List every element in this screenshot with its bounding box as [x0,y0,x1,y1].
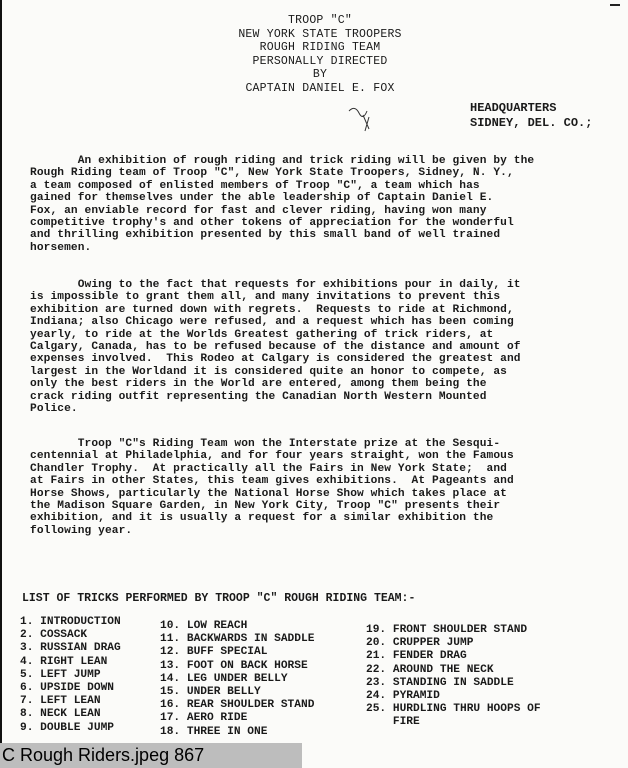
trick-item: 1. INTRODUCTION [20,616,121,628]
text-line: Rough Riding team of Troop "C", New York State Troopers, Sidney, N. Y., [30,167,514,180]
text-line: Horse Shows, particularly the National Horse Show which takes place at [30,487,507,500]
tricks-column-2 [160,620,314,739]
header-line: CAPTAIN DANIEL E. FOX [245,81,395,95]
handwritten-mark [345,103,385,135]
text-line: exhibition are turned down with regrets. Requests to ride at Richmond, [30,303,514,316]
paragraph-3 [30,438,620,537]
text-line: competitive trophy's and other tokens of appreciation for the wonderful [30,217,514,230]
trick-item: 6. UPSIDE DOWN [20,682,114,695]
trick-item: 4. RIGHT LEAN [20,655,108,668]
trick-item: 20. CRUPPER JUMP [366,637,474,650]
text-line: the Madison Square Garden, in New York City, Troop "C" presents their [30,500,501,513]
trick-item: 24. PYRAMID [366,690,440,703]
trick-item: 25. HURDLING THRU HOOPS OF [366,703,541,716]
tricks-list-title: LIST OF TRICKS PERFORMED BY TROOP "C" ROUGH RIDING TEAM:- [22,592,416,605]
trick-item: 19. FRONT SHOULDER STAND [366,624,528,636]
text-line: only the best riders in the World are entered, among them being the [30,378,487,391]
hq-line: SIDNEY, DEL. CO.; [470,116,593,130]
corner-mark [610,4,620,6]
trick-item: 10. LOW REACH [160,620,248,632]
trick-item: 22. AROUND THE NECK [366,663,494,676]
page-edge [0,0,2,768]
text-line: yearly, to ride at the Worlds Greatest gathering of trick riders, at [30,328,494,341]
trick-item: 9. DOUBLE JUMP [20,721,114,734]
text-line: expenses involved. This Rodeo at Calgary is considered the greatest and [30,353,521,366]
header-line: BY [312,68,328,82]
image-filename-caption: C Rough Riders.jpeg 867 [0,743,302,768]
text-line: Troop "C"s Riding Team won the Interstate prize at the Sesqui- [30,438,501,450]
trick-item: 5. LEFT JUMP [20,668,101,681]
trick-item: 12. BUFF SPECIAL [160,646,268,659]
headquarters-block [470,101,592,131]
trick-item: 17. AERO RIDE [160,712,248,725]
trick-item: 15. UNDER BELLY [160,686,261,699]
trick-item: 14. LEG UNDER BELLY [160,672,288,685]
trick-item: 8. NECK LEAN [20,708,101,721]
text-line: horsemen. [30,241,92,254]
trick-item: 13. FOOT ON BACK HORSE [160,659,308,672]
tricks-column-1 [20,616,121,735]
text-line: a team composed of enlisted members of Troop "C", a team which has [30,179,480,192]
text-line: Owing to the fact that requests for exhibitions pour in daily, it [30,279,521,291]
header-line: ROUGH RIDING TEAM [259,41,381,55]
text-line: Police. [30,403,78,416]
text-line: at Fairs in other States, this team gives exhibitions. At Pageants and [30,475,514,488]
trick-item: 16. REAR SHOULDER STAND [160,699,315,712]
paragraph-1 [30,155,620,254]
trick-item: FIRE [366,716,420,729]
letterhead [200,14,440,96]
text-line: gained for themselves under the able leadership of Captain Daniel E. [30,192,494,205]
text-line: Calgary, Canada, has to be refused because of the distance and amount of [30,341,521,354]
header-line: PERSONALLY DIRECTED [252,54,388,68]
text-line: Fox, an enviable record for fast and clever riding, having won many [30,204,487,217]
trick-item: 3. RUSSIAN DRAG [20,642,121,655]
hq-line: HEADQUARTERS [470,101,557,115]
paragraph-2 [30,279,620,415]
text-line: and thrilling exhibition presented by this small band of well trained [30,229,501,242]
text-line: is impossible to grant them all, and many invitations to prevent this [30,291,501,304]
text-line: An exhibition of rough riding and trick riding will be given by the [30,155,535,167]
trick-item: 21. FENDER DRAG [366,650,467,663]
text-line: largest in the Worldand it is considered quite an honor to compete, as [30,365,507,378]
header-line: NEW YORK STATE TROOPERS [238,27,402,41]
text-line: exhibition, and it is usually a request for a similar exhibition the [30,512,494,525]
text-line: crack riding outfit representing the Canadian North Western Mounted [30,390,487,403]
text-line: following year. [30,524,133,537]
trick-item: 7. LEFT LEAN [20,695,101,708]
text-line: centennial at Philadelphia, and for four years straight, won the Famous [30,450,514,463]
trick-item: 23. STANDING IN SADDLE [366,676,514,689]
trick-item: 11. BACKWARDS IN SADDLE [160,633,315,646]
header-line: TROOP "C" [288,14,352,27]
trick-item: 2. COSSACK [20,629,88,642]
tricks-column-3 [366,624,541,730]
text-line: Indiana; also Chicago were refused, and a request which has been coming [30,316,514,329]
text-line: Chandler Trophy. At practically all the Fairs in New York State; and [30,462,507,475]
trick-item: 18. THREE IN ONE [160,725,268,738]
